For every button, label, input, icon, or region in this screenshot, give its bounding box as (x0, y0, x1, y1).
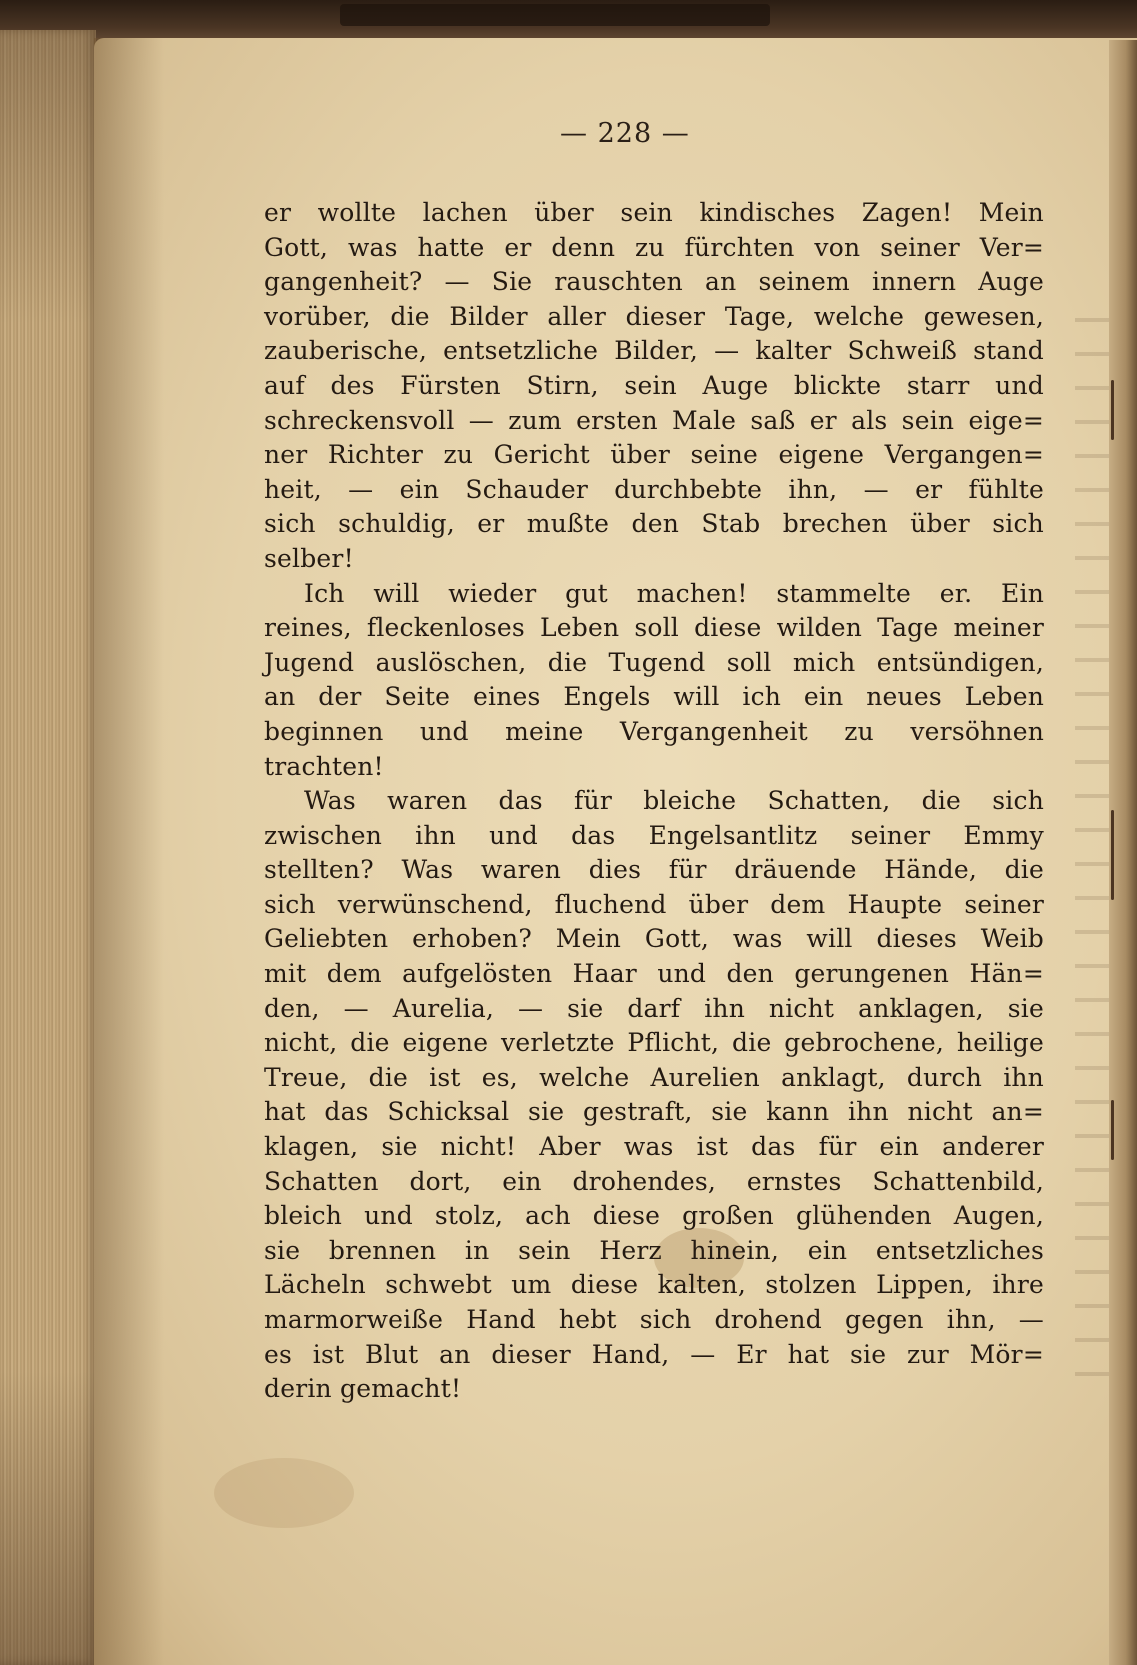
page-block-edge (0, 30, 96, 1665)
text-line: Geliebten erhoben? Mein Gott, was will dieses Weib (264, 924, 1044, 954)
text-line: heit, — ein Schauder durchbebte ihn, — er fühlte (264, 474, 1044, 504)
facing-page-edge (1109, 40, 1137, 1665)
text-line: an der Seite eines Engels will ich ein neues Leben (264, 682, 1044, 712)
text-line: er wollte lachen über sein kindisches Zagen! Mein (264, 198, 1044, 227)
text-line: derin gemacht! (264, 1374, 462, 1404)
text-line: zauberische, entsetzliche Bilder, — kalter Schweiß stand (264, 336, 1044, 366)
text-line: bleich und stolz, ach diese großen glühenden Augen, (264, 1201, 1044, 1231)
text-line: Jugend auslöschen, die Tugend soll mich entsündigen, (264, 647, 1044, 677)
worn-cover-mark (340, 4, 770, 26)
text-line: beginnen und meine Vergangenheit zu versöhnen (264, 716, 1044, 746)
text-line: selber! (264, 543, 354, 573)
text-line: Lächeln schwebt um diese kalten, stolzen Lippen, ihre (264, 1270, 1044, 1300)
text-line: schreckensvoll — zum ersten Male saß er als sein eige= (264, 405, 1044, 435)
text-line: marmorweiße Hand hebt sich drohend gegen ihn, — (264, 1305, 1044, 1334)
text-line: es ist Blut an dieser Hand, — Er hat sie zur Mör= (264, 1339, 1044, 1369)
body-text (264, 196, 1044, 1407)
text-line: Gott, was hatte er denn zu fürchten von seiner Ver= (264, 232, 1044, 262)
text-line: reines, fleckenloses Leben soll diese wilden Tage meiner (264, 613, 1044, 643)
text-line: klagen, sie nicht! Aber was ist das für ein anderer (264, 1132, 1044, 1162)
text-line: sich schuldig, er mußte den Stab brechen über sich (264, 509, 1044, 539)
page-gutter-shadow (94, 38, 164, 1665)
text-line: zwischen ihn und das Engelsantlitz seiner Emmy (264, 820, 1044, 850)
text-line: Ich will wieder gut machen! stammelte er. Ein (304, 578, 1044, 608)
text-line: sie brennen in sein Herz hinein, ein entsetzliches (264, 1235, 1044, 1265)
text-line: gangenheit? — Sie rauschten an seinem innern Auge (264, 267, 1044, 297)
text-line: trachten! (264, 751, 384, 781)
text-line: Was waren das für bleiche Schatten, die sich (304, 786, 1044, 816)
text-line: stellten? Was waren dies für dräuende Hände, die (264, 855, 1044, 885)
text-line: mit dem aufgelösten Haar und den gerungenen Hän= (264, 959, 1044, 989)
text-line: Treue, die ist es, welche Aurelien anklagt, durch ihn (264, 1062, 1044, 1092)
text-line: auf des Fürsten Stirn, sein Auge blickte starr und (264, 370, 1044, 400)
paper-stain (214, 1458, 354, 1528)
text-line: Schatten dort, ein drohendes, ernstes Schattenbild, (264, 1166, 1044, 1196)
show-through-text (1075, 300, 1109, 1400)
text-line: den, — Aurelia, — sie darf ihn nicht anklagen, sie (264, 993, 1044, 1023)
page-number: — 228 — (560, 118, 690, 149)
text-line: hat das Schicksal sie gestraft, sie kann ihn nicht an= (264, 1097, 1044, 1127)
text-line: nicht, die eigene verletzte Pflicht, die gebrochene, heilige (264, 1028, 1044, 1058)
text-line: vorüber, die Bilder aller dieser Tage, welche gewesen, (264, 301, 1044, 331)
text-line: ner Richter zu Gericht über seine eigene Vergangen= (264, 440, 1044, 470)
text-line: sich verwünschend, fluchend über dem Haupte seiner (264, 889, 1044, 919)
